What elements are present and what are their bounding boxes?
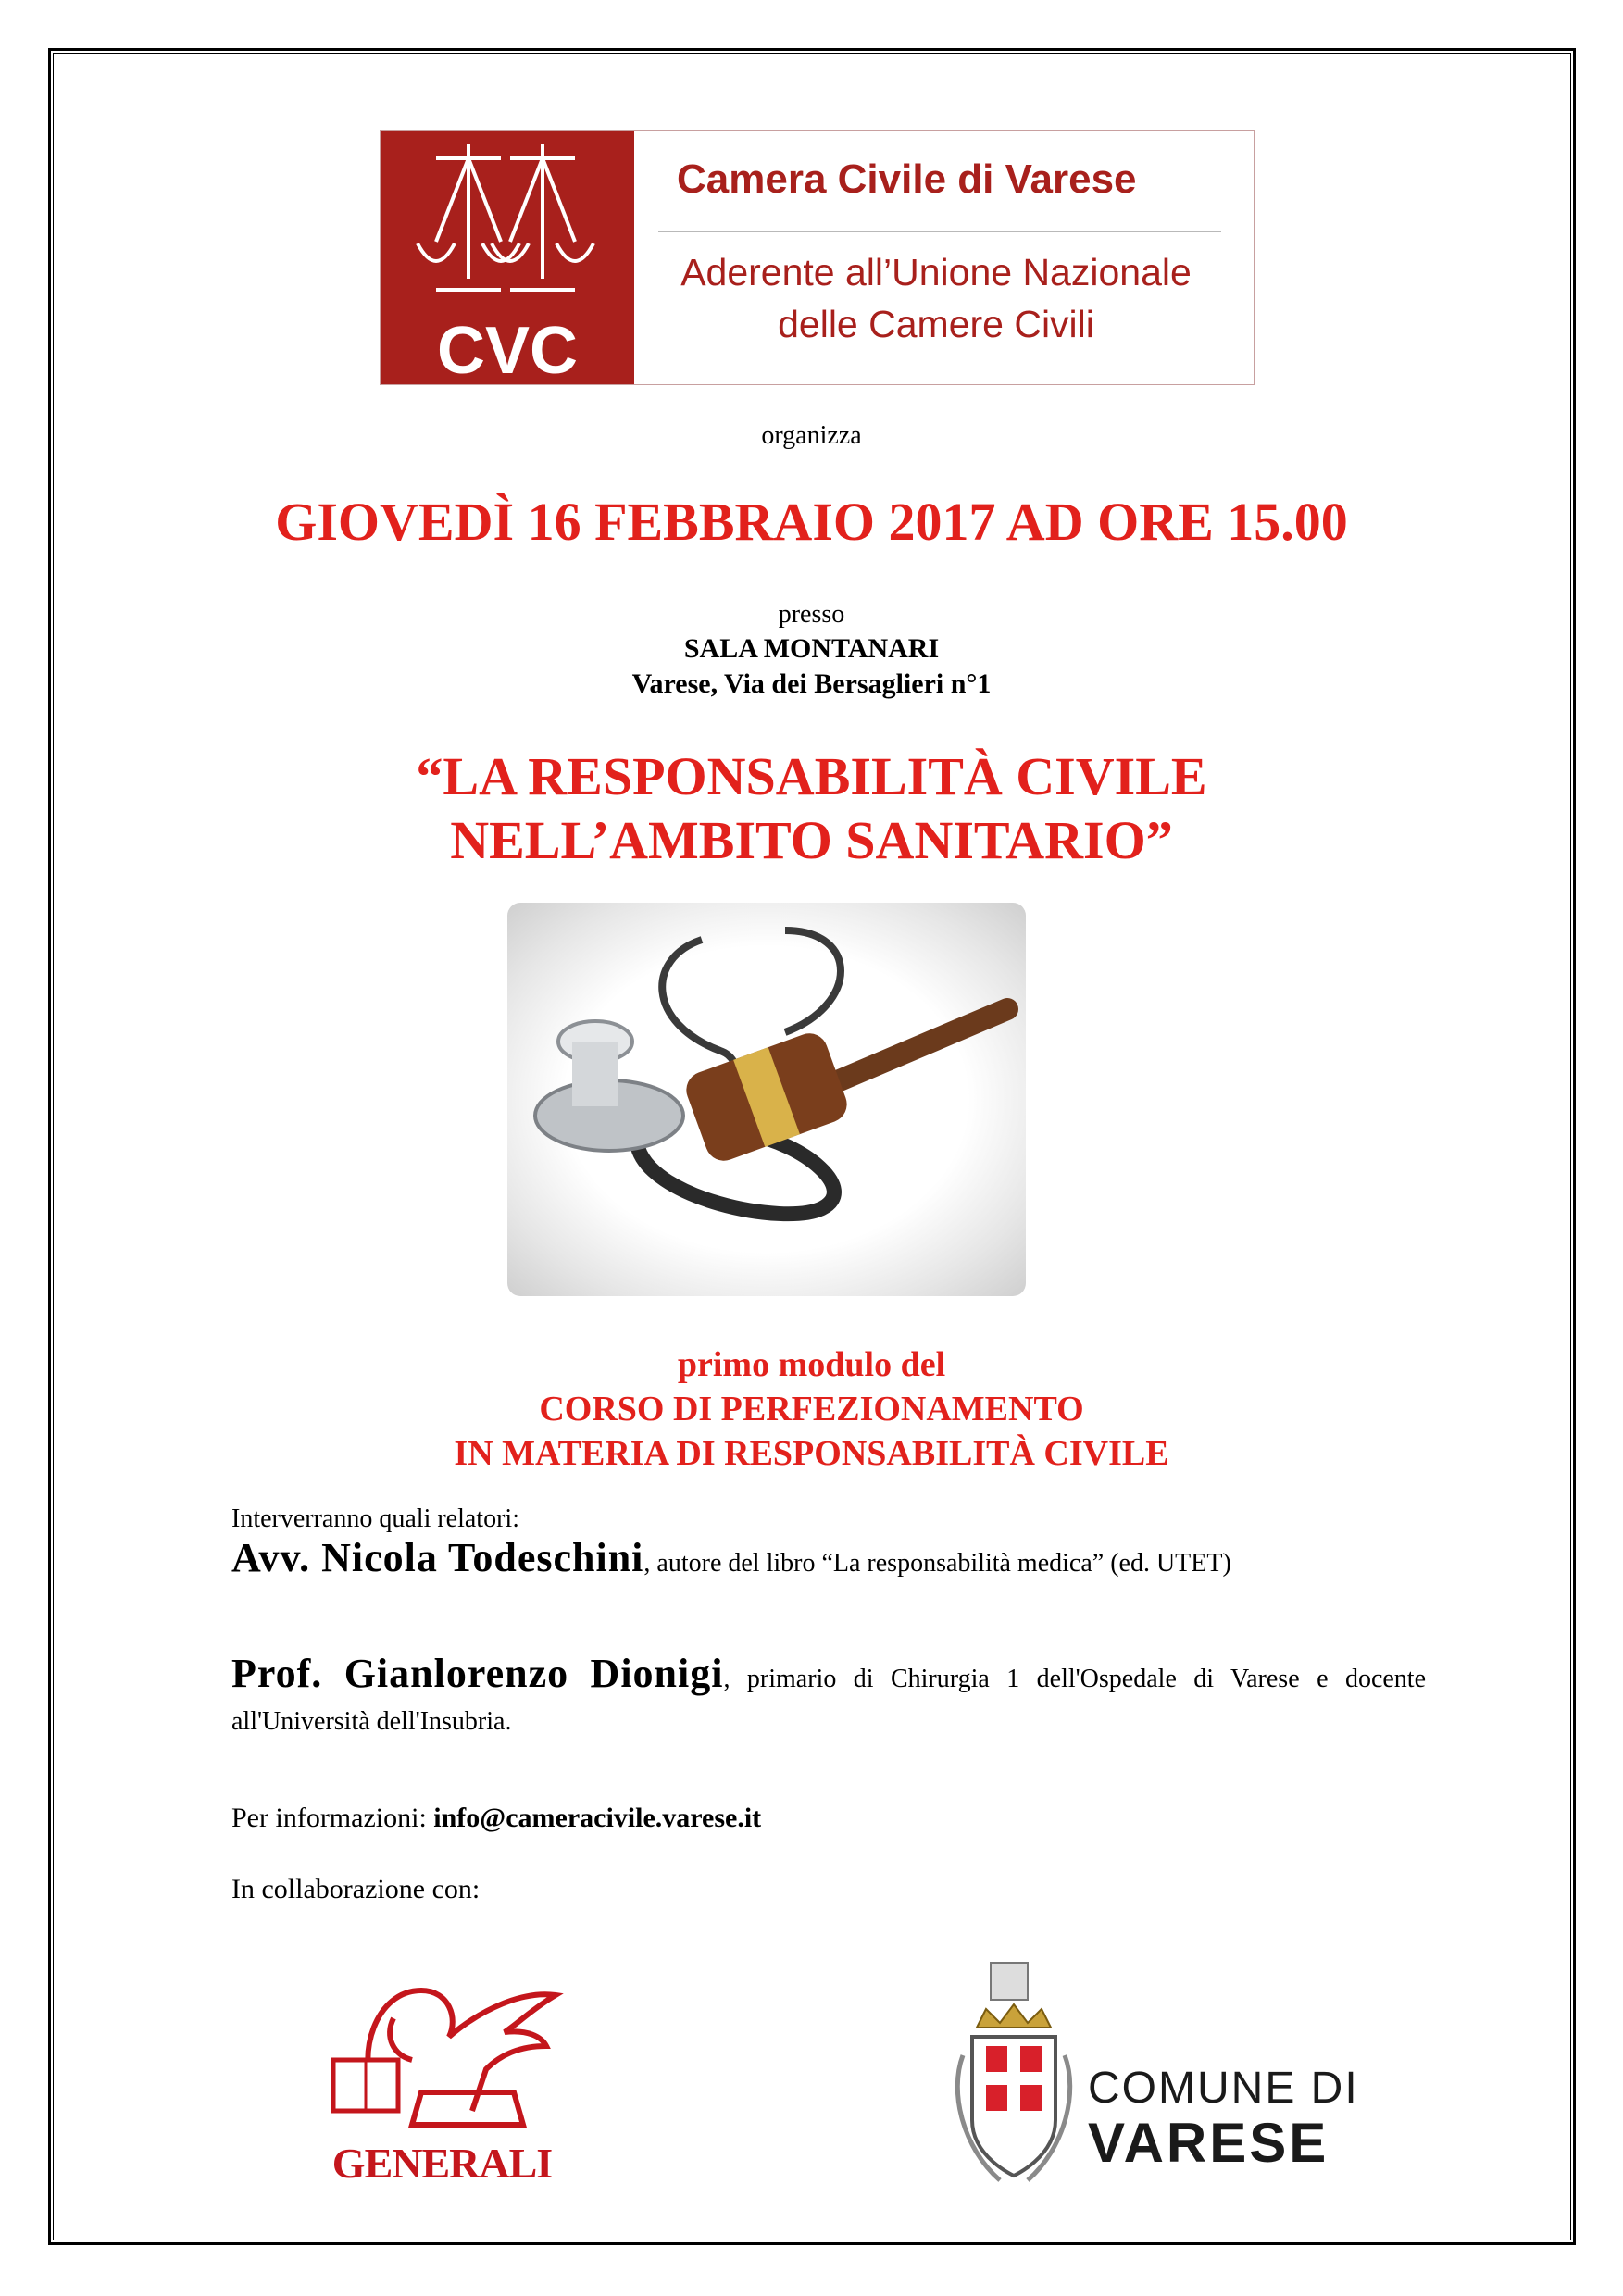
collab-label: In collaborazione con:	[231, 1874, 481, 1904]
module-line2: CORSO DI PERFEZIONAMENTO	[539, 1390, 1084, 1429]
info-email-link[interactable]: info@cameracivile.varese.it	[433, 1803, 762, 1833]
module-line3: IN MATERIA DI RESPONSABILITÀ CIVILE	[454, 1434, 1169, 1473]
comune-line1: COMUNE DI	[1088, 2064, 1359, 2113]
speaker-2-desc: , primario di Chirurgia 1 dell'Ospedale di Varese e docente all'Università dell'Insubria.	[231, 1665, 1426, 1736]
venue-name: SALA MONTANARI	[683, 633, 940, 664]
intro-text: organizza	[761, 421, 862, 450]
speaker-2-name: Prof. Gianlorenzo Dionigi	[231, 1651, 724, 1696]
cvc-logo	[380, 130, 1255, 385]
info-label: Per informazioni:	[231, 1803, 434, 1833]
venue-address: Varese, Via dei Bersaglieri n°1	[631, 668, 992, 699]
event-date: GIOVEDÌ 16 FEBBRAIO 2017 AD ORE 15.00	[275, 492, 1348, 552]
module-line1: primo modulo del	[677, 1345, 946, 1384]
event-title-line2: NELL’AMBITO SANITARIO”	[450, 810, 1173, 870]
org-subtitle-line2: delle Camere Civili	[778, 303, 1094, 345]
generali-logo	[319, 1953, 565, 2194]
speaker-1	[231, 1537, 1426, 1585]
presso-text: presso	[778, 600, 845, 629]
org-name: Camera Civile di Varese	[677, 156, 1137, 202]
cvc-mark-text: CVC	[436, 314, 579, 384]
event-title-line1: “LA RESPONSABILITÀ CIVILE	[416, 746, 1207, 806]
stethoscope-gavel-icon	[507, 903, 1026, 1296]
comune-line2: VARESE	[1088, 2112, 1330, 2174]
comune-varese-logo	[944, 1953, 1370, 2203]
winged-lion-icon	[319, 1953, 565, 2139]
org-subtitle-line1: Aderente all’Unione Nazionale	[680, 251, 1192, 293]
info-line	[231, 1803, 1426, 1834]
speaker-1-name: Avv. Nicola Todeschini	[231, 1535, 644, 1580]
logo-divider	[658, 231, 1221, 232]
varese-coat-of-arms-icon	[944, 1953, 1083, 2203]
speaker-1-desc: , autore del libro “La responsabilità medica” (ed. UTET)	[643, 1549, 1231, 1578]
speakers-intro: Interverranno quali relatori:	[231, 1504, 519, 1533]
speaker-2	[231, 1653, 1426, 1743]
scales-of-justice-icon	[381, 131, 634, 384]
generali-wordmark: GENERALI	[331, 2140, 553, 2187]
